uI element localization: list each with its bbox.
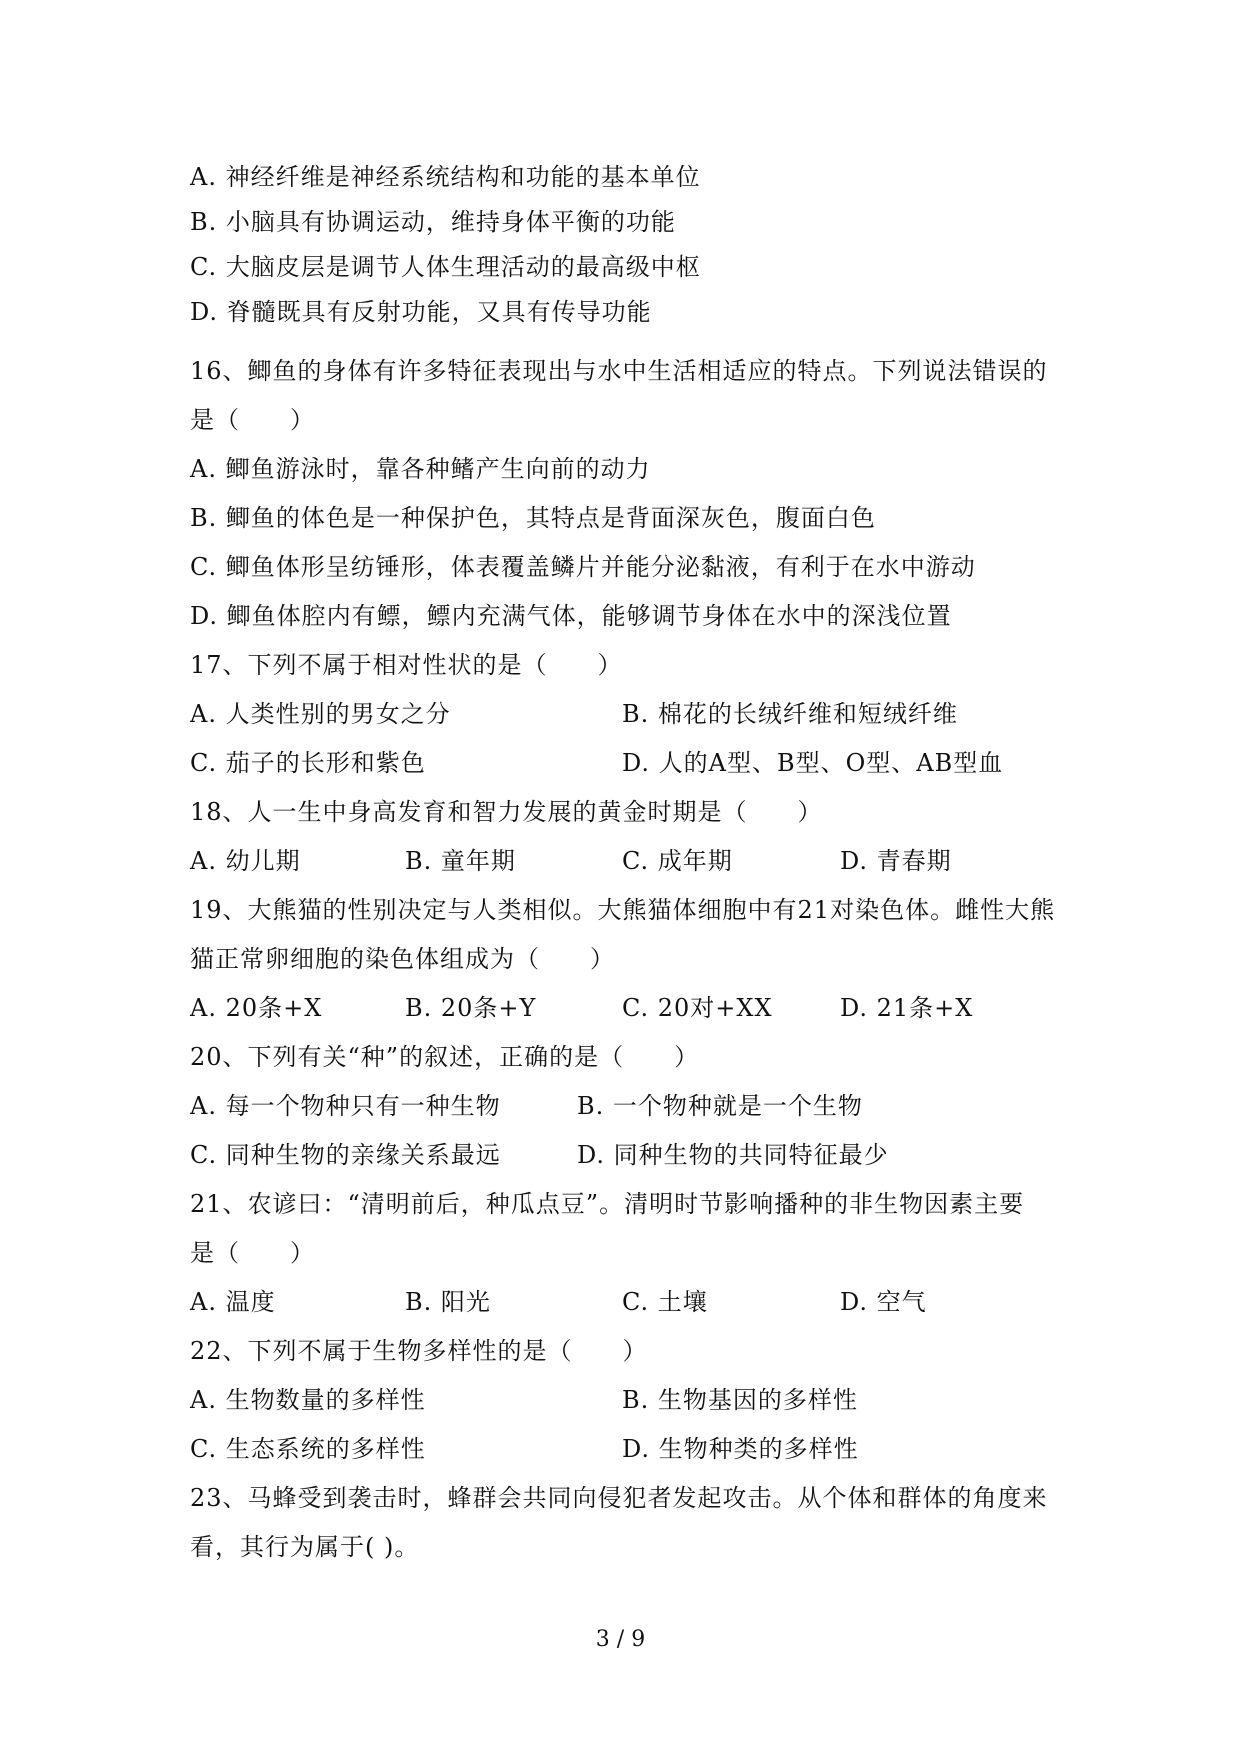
q21-option-d: D. 空气 [840,1288,927,1316]
q16-stem-line1: 16、鲫鱼的身体有许多特征表现出与水中生活相适应的特点。下列说法错误的 [190,357,1048,385]
q17-option-c: C. 茄子的长形和紫色 [190,749,426,777]
q22-option-b: B. 生物基因的多样性 [622,1386,858,1414]
q17-option-a: A. 人类性别的男女之分 [190,700,451,728]
q21-option-c: C. 土壤 [622,1288,708,1316]
q20-option-d: D. 同种生物的共同特征最少 [577,1141,889,1169]
q19-stem-line1: 19、大熊猫的性别决定与人类相似。大熊猫体细胞中有21对染色体。雌性大熊 [190,896,1056,924]
q18-option-c: C. 成年期 [622,847,733,875]
q15-option-a: A. 神经纤维是神经系统结构和功能的基本单位 [190,163,701,191]
q18-stem: 18、人一生中身高发育和智力发展的黄金时期是（ ） [190,798,823,826]
q23-stem-line1: 23、马蜂受到袭击时，蜂群会共同向侵犯者发起攻击。从个体和群体的角度来 [190,1484,1048,1512]
q19-option-d: D. 21条+X [840,994,974,1022]
q19-option-b: B. 20条+Y [405,994,537,1022]
page-number: 3 / 9 [595,1627,646,1652]
q23-stem-line2: 看，其行为属于( )。 [190,1533,420,1561]
q16-option-b: B. 鲫鱼的体色是一种保护色，其特点是背面深灰色，腹面白色 [190,504,876,532]
q19-option-a: A. 20条+X [190,994,323,1022]
q20-stem: 20、下列有关“种”的叙述，正确的是（ ） [190,1043,700,1071]
q15-option-c: C. 大脑皮层是调节人体生理活动的最高级中枢 [190,253,701,281]
q19-stem-line2: 猫正常卵细胞的染色体组成为（ ） [190,945,615,973]
q20-option-c: C. 同种生物的亲缘关系最远 [190,1141,501,1169]
q21-option-a: A. 温度 [190,1288,276,1316]
q16-option-a: A. 鲫鱼游泳时，靠各种鳍产生向前的动力 [190,455,651,483]
q16-option-d: D. 鲫鱼体腔内有鳔，鳔内充满气体，能够调节身体在水中的深浅位置 [190,602,952,630]
q20-option-b: B. 一个物种就是一个生物 [577,1092,863,1120]
q17-stem: 17、下列不属于相对性状的是（ ） [190,651,623,679]
q15-option-d: D. 脊髓既具有反射功能，又具有传导功能 [190,298,652,326]
q20-option-a: A. 每一个物种只有一种生物 [190,1092,501,1120]
q18-option-a: A. 幼儿期 [190,847,301,875]
q15-option-b: B. 小脑具有协调运动，维持身体平衡的功能 [190,208,676,236]
q16-stem-line2: 是（ ） [190,406,315,434]
q18-option-b: B. 童年期 [405,847,516,875]
q22-option-d: D. 生物种类的多样性 [622,1435,859,1463]
q19-option-c: C. 20对+XX [622,994,773,1022]
q16-option-c: C. 鲫鱼体形呈纺锤形，体表覆盖鳞片并能分泌黏液，有利于在水中游动 [190,553,976,581]
q17-option-b: B. 棉花的长绒纤维和短绒纤维 [622,700,958,728]
q18-option-d: D. 青春期 [840,847,952,875]
q21-stem-line2: 是（ ） [190,1239,315,1267]
q17-option-d: D. 人的A型、B型、O型、AB型血 [622,749,1004,777]
q22-stem: 22、下列不属于生物多样性的是（ ） [190,1337,648,1365]
q21-option-b: B. 阳光 [405,1288,491,1316]
q22-option-c: C. 生态系统的多样性 [190,1435,426,1463]
q22-option-a: A. 生物数量的多样性 [190,1386,426,1414]
q21-stem-line1: 21、农谚曰：“清明前后，种瓜点豆”。清明时节影响播种的非生物因素主要 [190,1190,1025,1218]
